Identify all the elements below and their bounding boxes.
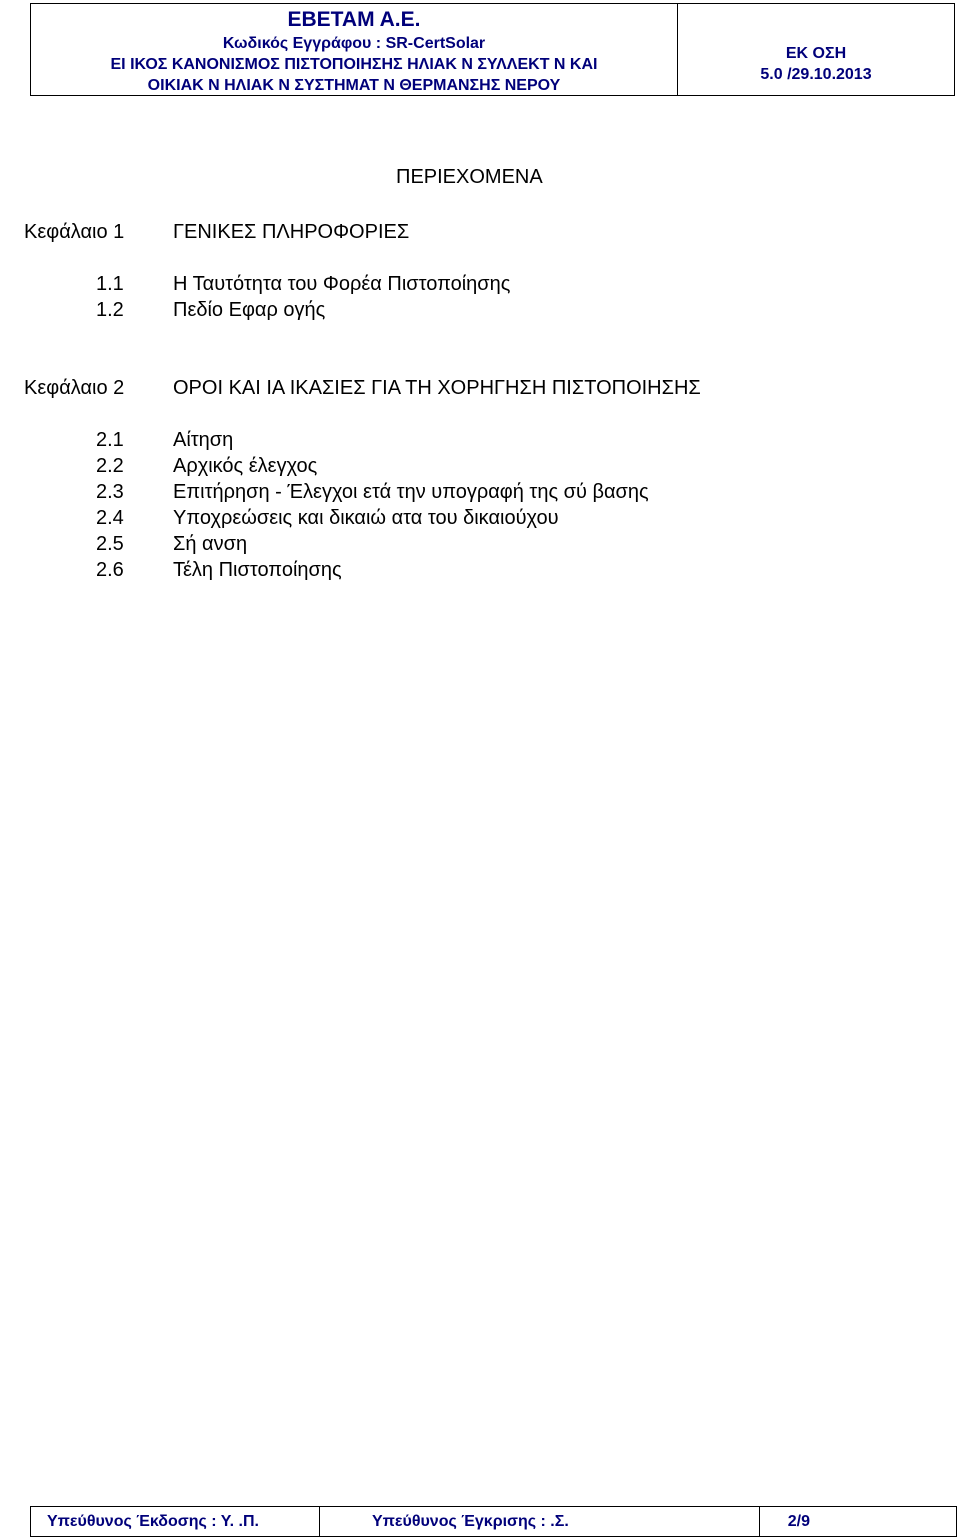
section-title: Αίτηση [173,429,234,451]
edition-label: ΕΚ ΟΣΗ [785,45,847,62]
chapter-label: Κεφάλαιο 2 [24,377,125,399]
section-title: Σή ανση [173,533,248,555]
section-title: Τέλη Πιστοποίησης [173,559,342,581]
toc-title: ΠΕΡΙΕΧΟΜΕΝΑ [396,166,543,188]
company-name: ΕΒΕΤΑΜ Α.Ε. [287,8,421,31]
section-title: Υποχρεώσεις και δικαιώ ατα του δικαιούχου [173,507,559,529]
header-main-cell [31,4,678,95]
document-title-line1: ΕΙ ΙΚΟΣ ΚΑΝΟΝΙΣΜΟΣ ΠΙΣΤΟΠΟΙΗΣΗΣ ΗΛΙΑΚ Ν ΣΥΛΛΕΚΤ Ν ΚΑΙ [110,56,598,73]
section-number: 2.4 [96,507,124,529]
section-number: 2.5 [96,533,124,555]
footer-page-cell [760,1507,956,1536]
section-number: 2.1 [96,429,124,451]
approver-text: Υπεύθυνος Έγκρισης : .Σ. [372,1512,569,1530]
chapter-label: Κεφάλαιο 1 [24,221,125,243]
document-title-line2: ΟΙΚΙΑΚ Ν ΗΛΙΑΚ Ν ΣΥΣΤΗΜΑΤ Ν ΘΕΡΜΑΝΣΗΣ ΝΕΡΟΥ [147,77,561,94]
edition-value: 5.0 /29.10.2013 [760,66,872,83]
section-number: 1.2 [96,299,124,321]
footer-issuer-cell [31,1507,320,1536]
header-edition-cell [678,4,954,95]
footer-approver-cell [320,1507,760,1536]
section-number: 2.3 [96,481,124,503]
section-number: 1.1 [96,273,124,295]
section-title: Επιτήρηση - Έλεγχοι ετά την υπογραφή της σύ βασης [173,481,649,503]
section-title: Η Ταυτότητα του Φορέα Πιστοποίησης [173,273,511,295]
document-code: Κωδικός Εγγράφου : SR-CertSolar [222,35,486,52]
issuer-text: Υπεύθυνος Έκδοσης : Υ. .Π. [47,1512,259,1530]
chapter-title: ΓΕΝΙΚΕΣ ΠΛΗΡΟΦΟΡΙΕΣ [173,221,410,243]
page-number: 2/9 [787,1512,810,1530]
chapter-title: ΟΡΟΙ ΚΑΙ ΙΑ ΙΚΑΣΙΕΣ ΓΙΑ ΤΗ ΧΟΡΗΓΗΣΗ ΠΙΣΤΟΠΟΙΗΣΗΣ [173,377,701,399]
section-title: Πεδίο Εφαρ ογής [173,299,326,321]
document-header [30,3,955,96]
section-number: 2.2 [96,455,124,477]
section-title: Αρχικός έλεγχος [173,455,318,477]
document-footer [30,1506,957,1537]
section-number: 2.6 [96,559,124,581]
